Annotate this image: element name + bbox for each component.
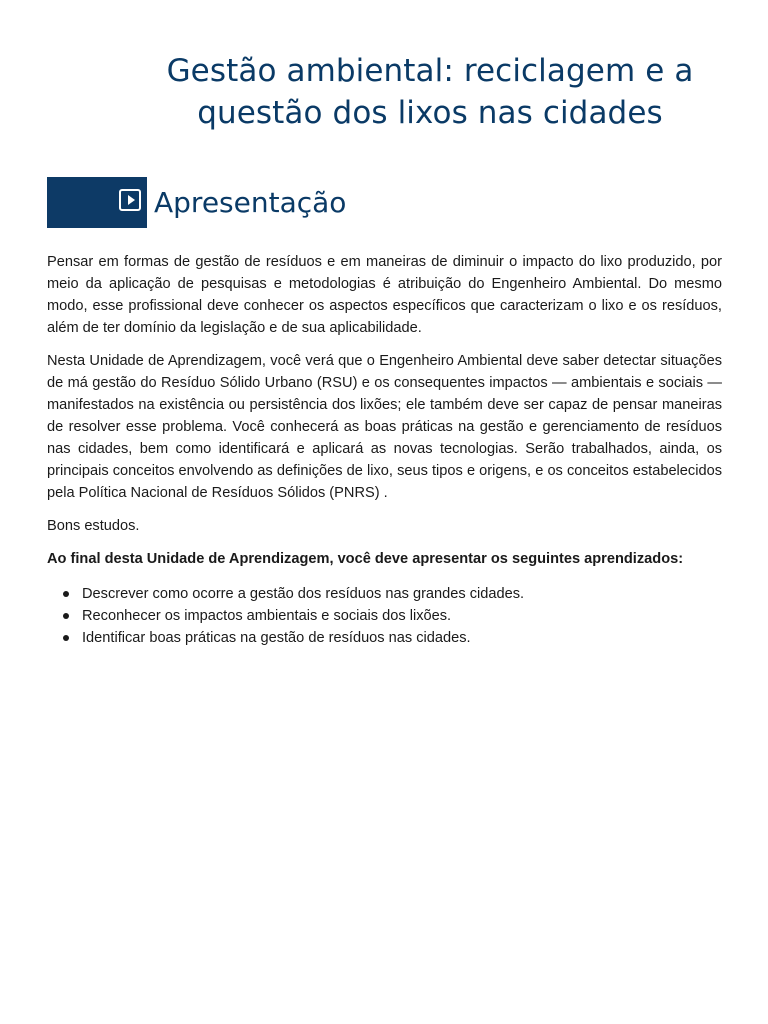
content-body xyxy=(47,251,722,649)
list-item: Identificar boas práticas na gestão de resíduos nas cidades. xyxy=(82,627,722,649)
page-title: Gestão ambiental: reciclagem e a questão dos lixos nas cidades xyxy=(166,53,694,131)
objectives-list xyxy=(47,583,722,649)
list-item: Reconhecer os impactos ambientais e sociais dos lixões. xyxy=(82,605,722,627)
objectives-intro: Ao final desta Unidade de Aprendizagem, você deve apresentar os seguintes aprendizados: xyxy=(47,551,684,567)
paragraph: Nesta Unidade de Aprendizagem, você verá que o Engenheiro Ambiental deve saber detectar situações de má gestão do Resíduo Sólido Urbano (RSU) e os consequentes impactos — ambientais e sociais — manifestados na existência ou persistência dos lixões; ele também deve ser capaz de pensar maneiras de resolver esse problema. Você conhecerá as boas práticas na gestão e gerenciamento de resíduos nas cidades, bem como identificará e aplicará as novas tecnologias. Serão trabalhados, ainda, os principais conceitos envolvendo as definições de lixo, seus tipos e origens, e os conceitos estabelecidos pela Política Nacional de Resíduos Sólidos (PNRS) . xyxy=(47,353,722,501)
paragraph: Bons estudos. xyxy=(47,518,140,534)
section-accent-bar xyxy=(47,177,147,228)
section-title: Apresentação xyxy=(154,186,347,219)
paragraph: Pensar em formas de gestão de resíduos e em maneiras de diminuir o impacto do lixo produzido, por meio da aplicação de pesquisas e metodologias é atribuição do Engenheiro Ambiental. Do mesmo modo, esse profissional deve conhecer os aspectos específicos que caracterizam o lixo e os resíduos, além de ter domínio da legislação e de sua aplicabilidade. xyxy=(47,254,722,336)
list-item: Descrever como ocorre a gestão dos resíduos nas grandes cidades. xyxy=(82,583,722,605)
section-header xyxy=(47,177,346,228)
play-icon xyxy=(119,189,141,211)
